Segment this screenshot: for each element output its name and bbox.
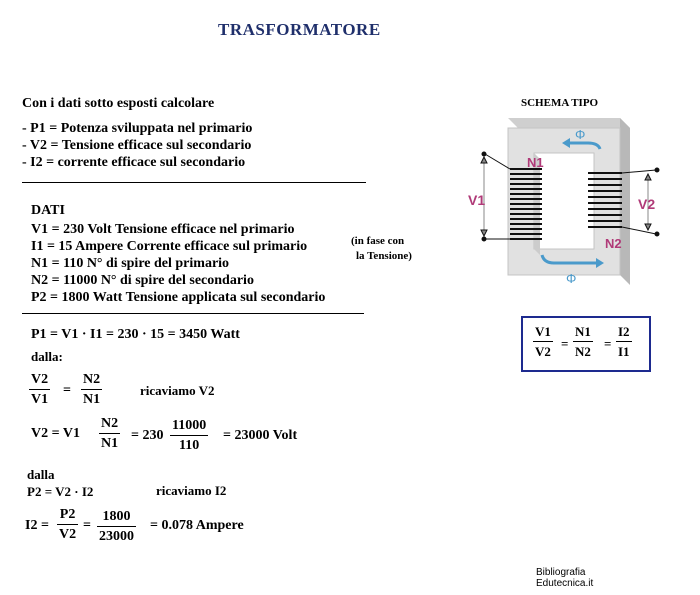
ricaviamo-i2: ricaviamo I2 — [156, 483, 227, 498]
bibliografia-label: Bibliografia — [536, 567, 586, 578]
frac-num: N2 — [83, 372, 101, 387]
dati-line-n1: N1 = 110 N° di spire del primario — [31, 256, 230, 271]
fraction-bar — [97, 526, 136, 527]
p2-line: P2 = V2 · I2 — [27, 484, 94, 499]
frac-num: 1800 — [102, 509, 131, 524]
frac-num: 11000 — [172, 418, 207, 433]
dati-line-v1: V1 = 230 Volt Tensione efficace nel primario — [31, 222, 295, 237]
frac-den: V1 — [31, 392, 49, 407]
divider-dati — [22, 313, 364, 314]
fraction-bar — [81, 389, 102, 390]
bibliografia-source-link[interactable]: Edutecnica.it — [536, 578, 594, 589]
v2-mid: = 230 — [131, 428, 164, 443]
frac-den: 23000 — [99, 529, 134, 544]
fraction-bar — [533, 341, 553, 342]
fraction-bar — [573, 341, 593, 342]
flux-label-bottom: Φ — [566, 271, 577, 286]
dati-line-i1: I1 = 15 Ampere Corrente efficace sul primario — [31, 239, 308, 254]
formula-i2-i1 — [616, 324, 632, 360]
primary-coil — [510, 169, 542, 239]
intro-item-v2: - V2 = Tensione efficace sul secondario — [22, 138, 252, 153]
v2-result: = 23000 Volt — [223, 428, 298, 443]
n2-label: N2 — [605, 236, 622, 251]
fraction-n2-n1 — [81, 372, 102, 408]
core-side-face — [620, 118, 630, 285]
dati-note-line2: la Tensione) — [356, 250, 412, 262]
fraction-n2-n1-b — [99, 416, 120, 452]
frac-den: V2 — [59, 527, 77, 542]
frac-num: N1 — [575, 324, 591, 339]
flux-label-top: Φ — [575, 127, 586, 142]
core-top-face — [508, 118, 630, 128]
fraction-bar — [170, 435, 208, 436]
n1-label: N1 — [527, 155, 544, 170]
fraction-bar — [29, 389, 50, 390]
formula-v1-v2 — [533, 324, 553, 360]
fraction-11000-110 — [170, 418, 208, 454]
fraction-1800-23000 — [97, 509, 136, 545]
schema-heading: SCHEMA TIPO — [521, 97, 599, 109]
equals-sign: = — [63, 383, 71, 398]
intro-item-i2: - I2 = corrente efficace sul secondario — [22, 155, 246, 170]
frac-num: N2 — [101, 416, 119, 431]
frac-num: P2 — [59, 507, 76, 522]
v2-lhs: V2 = V1 — [31, 426, 80, 441]
fraction-v2-v1 — [29, 372, 50, 408]
dalla-2: dalla — [27, 467, 55, 482]
frac-den: 110 — [179, 438, 200, 453]
divider-top — [22, 182, 366, 183]
frac-den: N1 — [83, 392, 101, 407]
equals-sign-i2: = — [83, 518, 91, 533]
page-title: TRASFORMATORE — [218, 20, 381, 39]
dati-line-n2: N2 = 11000 N° di spire del secondario — [31, 273, 254, 288]
v2-label: V2 — [638, 196, 656, 212]
frac-num: I2 — [618, 324, 630, 339]
i2-lhs: I2 = — [25, 518, 49, 533]
fraction-bar — [57, 524, 78, 525]
v1-label: V1 — [468, 192, 486, 208]
intro-heading: Con i dati sotto esposti calcolare — [22, 96, 215, 111]
i2-result: = 0.078 Ampere — [150, 518, 244, 533]
intro-item-p1: - P1 = Potenza sviluppata nel primario — [22, 121, 253, 136]
frac-num: V1 — [535, 324, 551, 339]
dati-heading: DATI — [31, 203, 65, 218]
dati-line-p2: P2 = 1800 Watt Tensione applicata sul secondario — [31, 290, 326, 305]
frac-den: I1 — [618, 344, 630, 359]
dalla-1: dalla: — [31, 349, 63, 364]
formula-eq1: = — [561, 336, 569, 351]
frac-num: V2 — [31, 372, 49, 387]
primary-terminals — [481, 152, 510, 241]
fraction-bar — [99, 433, 120, 434]
formula-eq2: = — [604, 336, 612, 351]
p1-calc: P1 = V1 · I1 = 230 · 15 = 3450 Watt — [31, 327, 240, 342]
fraction-p2-v2 — [57, 507, 78, 543]
frac-den: N1 — [101, 436, 119, 451]
fraction-bar — [616, 341, 632, 342]
dati-note-line1: (in fase con — [351, 235, 405, 247]
transformer-diagram — [470, 113, 670, 293]
formula-n1-n2 — [573, 324, 593, 360]
frac-den: N2 — [575, 344, 591, 359]
frac-den: V2 — [535, 344, 551, 359]
ricaviamo-v2: ricaviamo V2 — [140, 383, 215, 398]
